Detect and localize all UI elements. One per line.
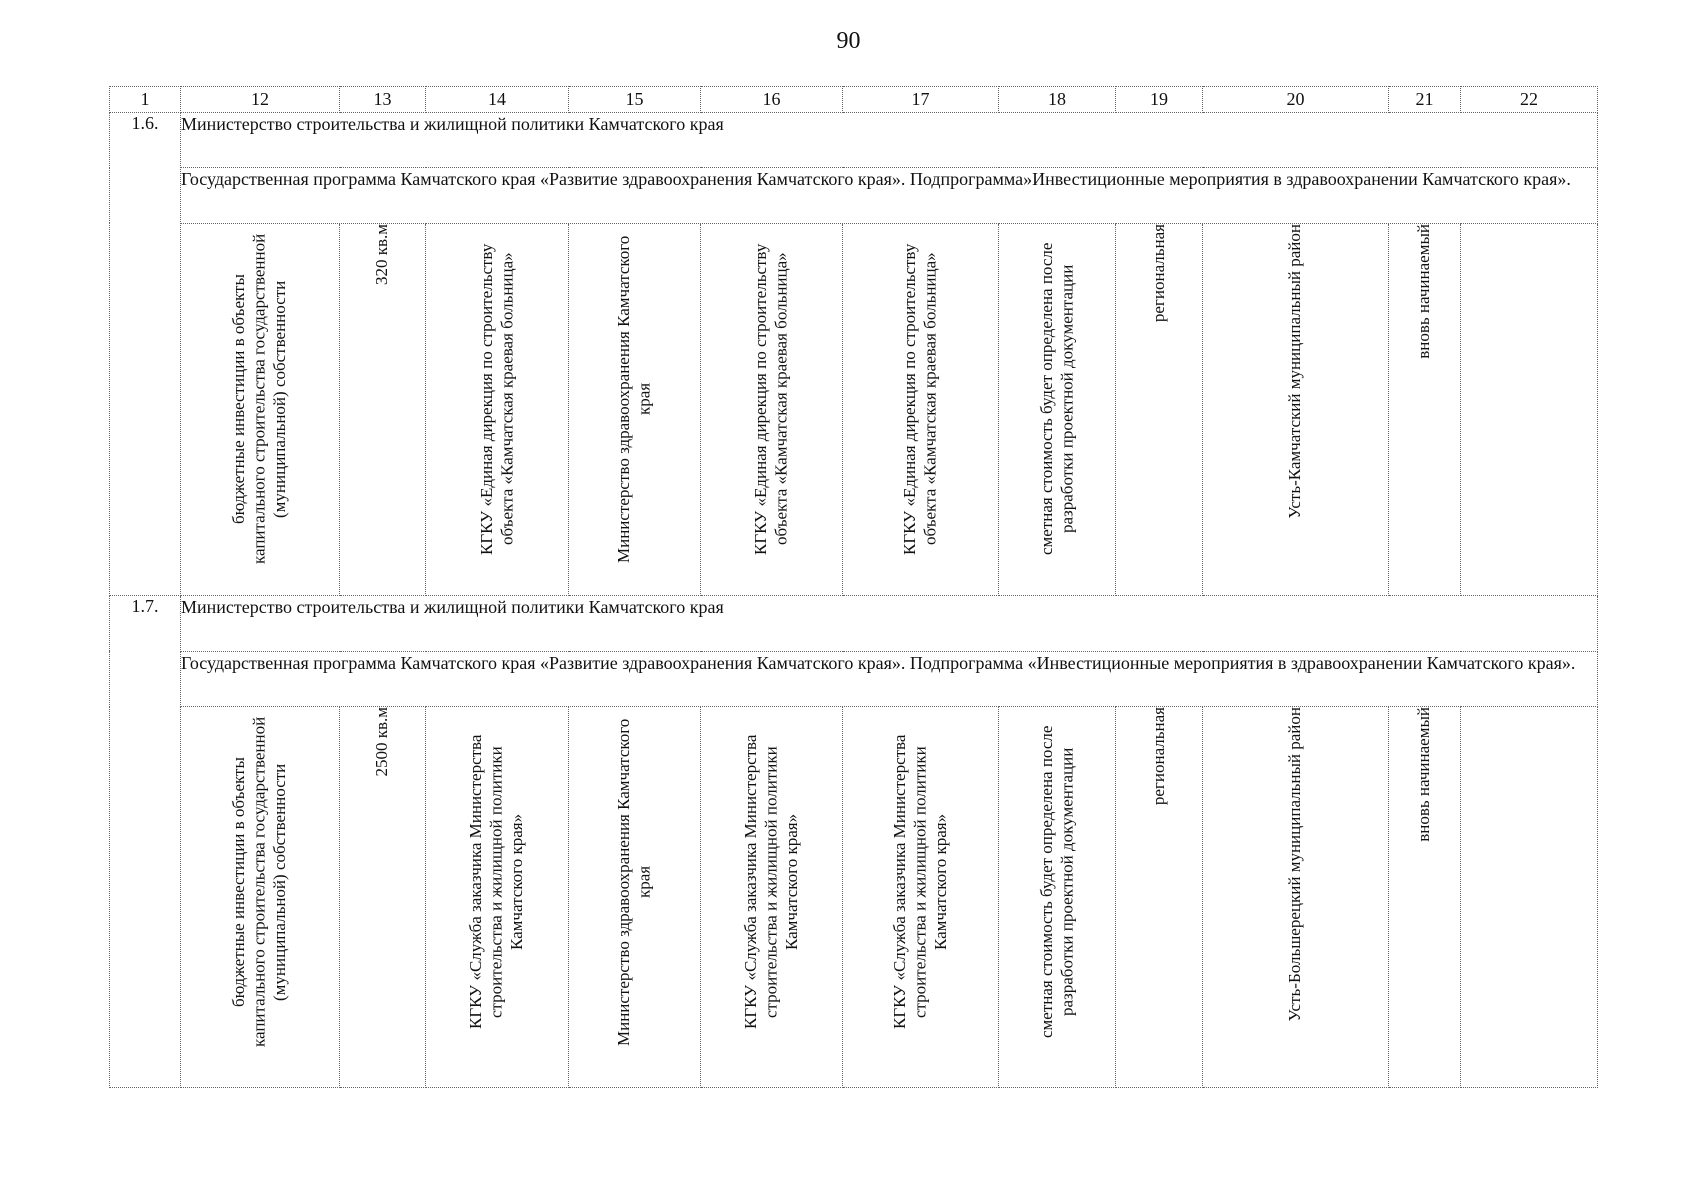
row-number: 1.6.: [110, 112, 181, 596]
cell-location: [1203, 707, 1389, 1088]
cell-builder: [843, 707, 999, 1088]
column-header: 15: [569, 87, 701, 113]
cell-text: Усть-Большерецкий муниципальный район: [1285, 707, 1305, 1022]
cell-text: региональная: [1148, 223, 1168, 322]
ministry-row: [110, 596, 1598, 652]
column-number-header: [110, 87, 1598, 113]
column-header: 13: [340, 87, 426, 113]
cell-main-manager: [569, 223, 701, 595]
cell-text: 2500 кв.м: [372, 707, 392, 777]
column-header: 19: [1116, 87, 1203, 113]
cell-developer: [701, 223, 843, 595]
cell-ownership: [1116, 707, 1203, 1088]
cell-funding-type: [181, 707, 340, 1088]
cell-text: КГКУ «Служба заказчика Министерства строительства и жилищной политики Камчатского края»: [889, 735, 950, 1030]
cell-text: бюджетные инвестиции в объекты капитального строительства государственной (муниципальной) собственности: [229, 717, 290, 1048]
cell-customer: [426, 223, 569, 595]
cell-location: [1203, 223, 1389, 595]
column-header: 21: [1389, 87, 1461, 113]
row-number: 1.7.: [110, 596, 181, 1088]
cell-text: вновь начинаемый: [1414, 223, 1434, 359]
table-row: [110, 223, 1598, 595]
cell-text: КГКУ «Единая дирекция по строительству объекта «Камчатская краевая больница»: [476, 243, 516, 555]
investment-table: [109, 86, 1598, 1088]
cell-empty: [1461, 223, 1598, 595]
cell-empty: [1461, 707, 1598, 1088]
cell-text: сметная стоимость будет определена после разработки проектной документации: [1036, 726, 1076, 1039]
ministry-row: [110, 112, 1598, 168]
column-header: 18: [999, 87, 1116, 113]
program-name: Государственная программа Камчатского края «Развитие здравоохранения Камчатского края». Подпрограмма»Инвестиционные мероприятия в здравоохранении Камчатского края».: [181, 168, 1598, 224]
cell-text: сметная стоимость будет определена после разработки проектной документации: [1036, 242, 1076, 556]
cell-main-manager: [569, 707, 701, 1088]
cell-text: КГКУ «Единая дирекция по строительству объекта «Камчатская краевая больница»: [900, 243, 940, 555]
program-name: Государственная программа Камчатского края «Развитие здравоохранения Камчатского края». Подпрограмма «Инвестиционные мероприятия в здравоохранении Камчатского края».: [181, 651, 1598, 707]
cell-status: [1389, 223, 1461, 595]
cell-capacity: [340, 223, 426, 595]
program-row: [110, 168, 1598, 224]
cell-text: КГКУ «Служба заказчика Министерства строительства и жилищной политики Камчатского края»: [466, 735, 527, 1030]
cell-customer: [426, 707, 569, 1088]
column-header: 12: [181, 87, 340, 113]
page-number: 90: [836, 28, 861, 54]
ministry-name: Министерство строительства и жилищной политики Камчатского края: [181, 112, 1598, 168]
cell-funding-type: [181, 223, 340, 595]
cell-text: Усть-Камчатский муниципальный район: [1285, 223, 1305, 519]
cell-text: региональная: [1148, 707, 1168, 806]
cell-text: КГКУ «Служба заказчика Министерства строительства и жилищной политики Камчатского края»: [740, 735, 801, 1030]
cell-status: [1389, 707, 1461, 1088]
cell-developer: [701, 707, 843, 1088]
cell-text: 320 кв.м: [372, 223, 392, 285]
column-header: 17: [843, 87, 999, 113]
cell-estimated-cost: [999, 223, 1116, 595]
ministry-name: Министерство строительства и жилищной политики Камчатского края: [181, 596, 1598, 652]
column-header: 16: [701, 87, 843, 113]
cell-text: вновь начинаемый: [1414, 707, 1434, 843]
cell-capacity: [340, 707, 426, 1088]
program-row: [110, 651, 1598, 707]
column-header: 14: [426, 87, 569, 113]
column-header: 1: [110, 87, 181, 113]
table-row: [110, 707, 1598, 1088]
cell-text: Министерство здравоохранения Камчатского края: [614, 235, 654, 563]
column-header: 20: [1203, 87, 1389, 113]
cell-text: бюджетные инвестиции в объекты капитального строительства государственной (муниципальной) собственности: [229, 233, 290, 564]
column-header: 22: [1461, 87, 1598, 113]
cell-text: Министерство здравоохранения Камчатского края: [614, 718, 654, 1046]
cell-ownership: [1116, 223, 1203, 595]
cell-builder: [843, 223, 999, 595]
cell-estimated-cost: [999, 707, 1116, 1088]
cell-text: КГКУ «Единая дирекция по строительству объекта «Камчатская краевая больница»: [751, 243, 791, 555]
